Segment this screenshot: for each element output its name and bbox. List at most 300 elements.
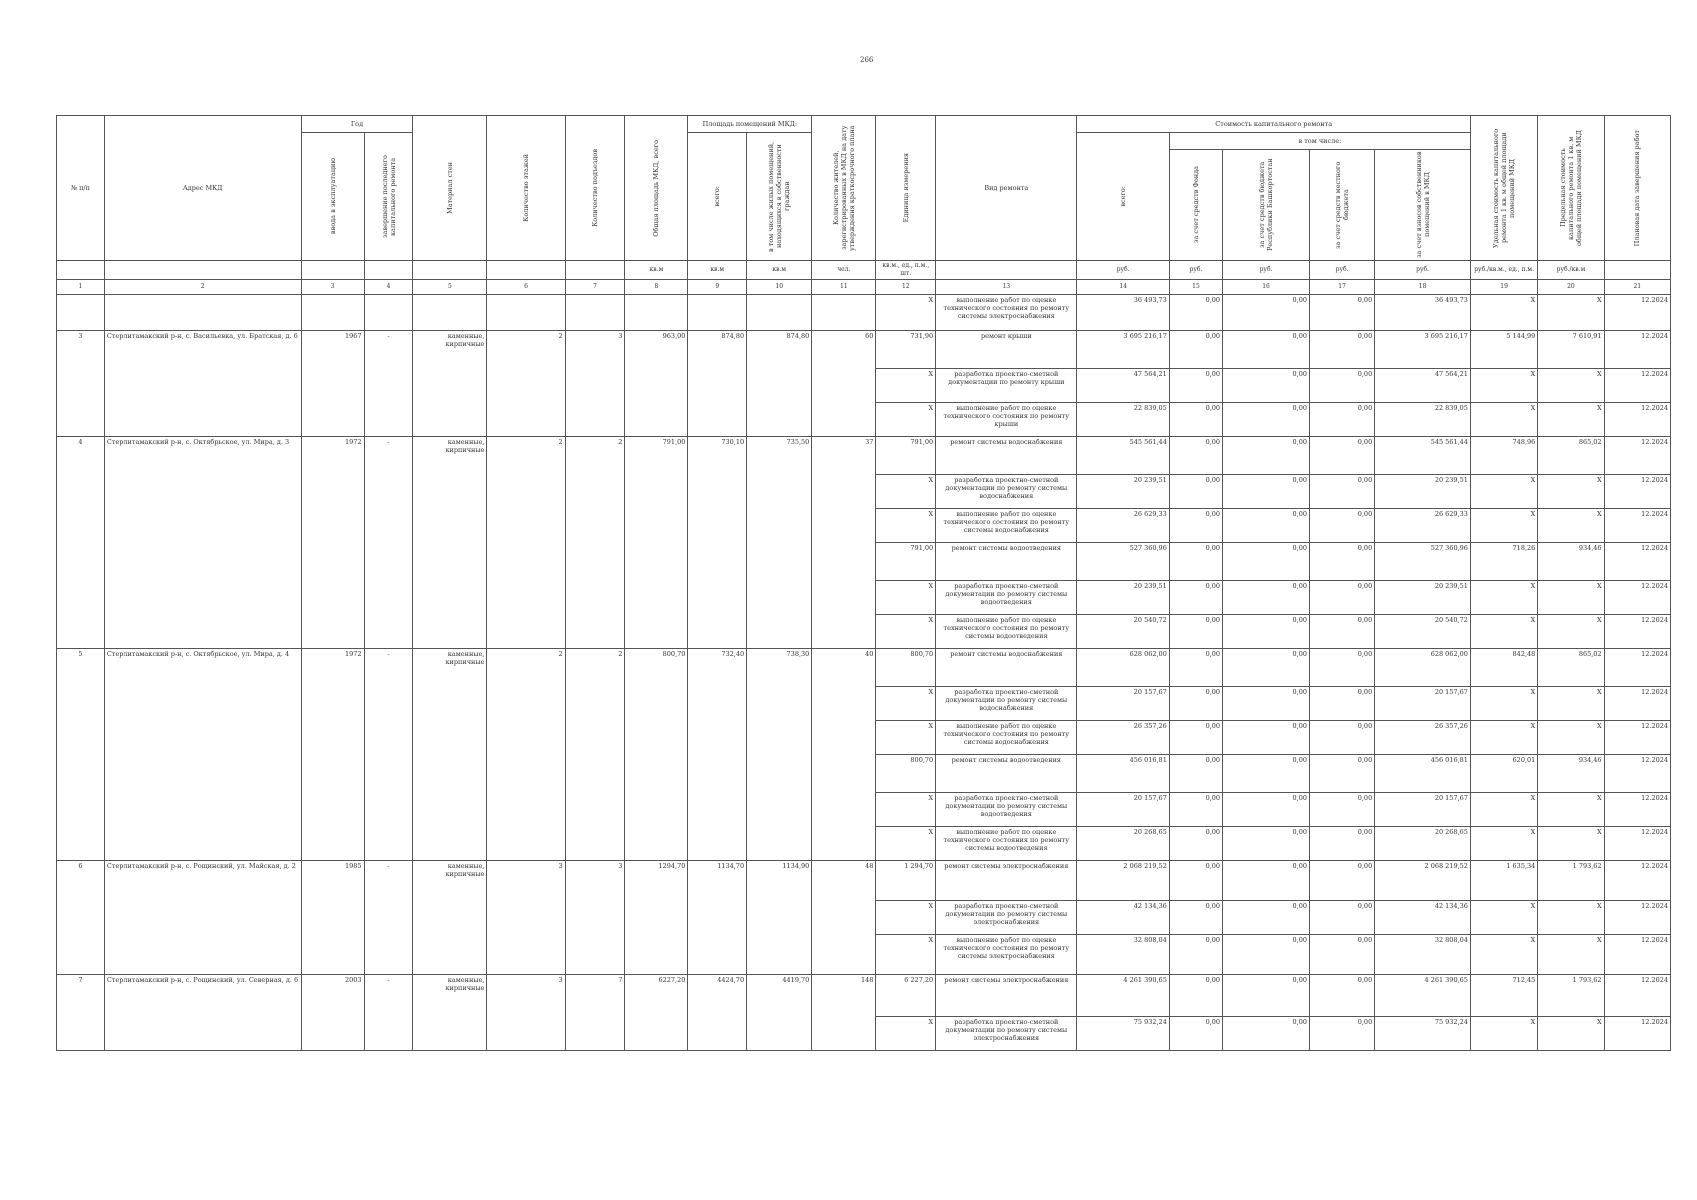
specific-cost: 748,96 xyxy=(1470,437,1537,475)
column-number: 18 xyxy=(1375,280,1471,295)
cost-fund: 0,00 xyxy=(1169,721,1222,755)
unit-amount: 791,00 xyxy=(876,437,936,475)
cost-fund: 0,00 xyxy=(1169,615,1222,649)
specific-cost: 712,45 xyxy=(1470,975,1537,1017)
hdr-total-area: Общая площадь МКД, всего xyxy=(625,116,688,261)
limit-cost: X xyxy=(1538,687,1604,721)
planned-date: 12.2024 xyxy=(1604,615,1670,649)
year-built: 1972 xyxy=(301,437,364,649)
cost-total: 20 540,72 xyxy=(1077,615,1169,649)
cost-republic: 0,00 xyxy=(1223,581,1310,615)
cost-republic: 0,00 xyxy=(1223,437,1310,475)
specific-cost: X xyxy=(1470,901,1537,935)
entrances-count: 3 xyxy=(565,331,625,437)
year-last-repair: - xyxy=(364,437,413,649)
planned-date: 12.2024 xyxy=(1604,543,1670,581)
cost-fund: 0,00 xyxy=(1169,437,1222,475)
planned-date: 12.2024 xyxy=(1604,793,1670,827)
cost-owners: 22 839,05 xyxy=(1375,403,1471,437)
cost-owners: 20 157,67 xyxy=(1375,687,1471,721)
house-row xyxy=(57,975,1671,1017)
hdr-area-group: Площадь помещений МКД: xyxy=(688,116,812,133)
hdr-walls: Материал стен xyxy=(413,116,487,261)
work-type: ремонт системы электроснабжения xyxy=(936,975,1077,1017)
residents-count: 40 xyxy=(812,649,876,861)
empty-cell xyxy=(57,295,105,331)
hdr-cost-fund: за счет средств Фонда xyxy=(1169,150,1222,261)
empty-cell xyxy=(487,295,565,331)
work-type: выполнение работ по оценке технического состояния по ремонту системы водоснабжения xyxy=(936,509,1077,543)
work-type: разработка проектно-сметной документации по ремонту крыши xyxy=(936,369,1077,403)
unit-cell: кв.м xyxy=(747,261,812,280)
cost-owners: 628 062,00 xyxy=(1375,649,1471,687)
column-number: 4 xyxy=(364,280,413,295)
column-number: 21 xyxy=(1604,280,1670,295)
unit-cell: кв.м xyxy=(625,261,688,280)
cost-total: 26 629,33 xyxy=(1077,509,1169,543)
cost-republic: 0,00 xyxy=(1223,475,1310,509)
cost-republic: 0,00 xyxy=(1223,755,1310,793)
area-owned: 1134,90 xyxy=(747,861,812,975)
hdr-cost-total: всего: xyxy=(1077,133,1169,261)
work-row xyxy=(57,295,1671,331)
column-number: 6 xyxy=(487,280,565,295)
cost-republic: 0,00 xyxy=(1223,975,1310,1017)
work-type: разработка проектно-сметной документации по ремонту системы водоотведения xyxy=(936,581,1077,615)
limit-cost: X xyxy=(1538,1017,1604,1051)
column-number: 1 xyxy=(57,280,105,295)
cost-owners: 26 629,33 xyxy=(1375,509,1471,543)
cost-owners: 42 134,36 xyxy=(1375,901,1471,935)
house-row xyxy=(57,649,1671,687)
unit-amount: 6 227,20 xyxy=(876,975,936,1017)
hdr-no: № п/п xyxy=(57,116,105,261)
unit-amount: X xyxy=(876,295,936,331)
column-number: 17 xyxy=(1310,280,1375,295)
hdr-cost-republic: за счет средств бюджета Республики Башкортостан xyxy=(1223,150,1310,261)
specific-cost: 718,26 xyxy=(1470,543,1537,581)
unit-amount: 731,90 xyxy=(876,331,936,369)
work-type: ремонт системы водоотведения xyxy=(936,755,1077,793)
cost-republic: 0,00 xyxy=(1223,615,1310,649)
specific-cost: X xyxy=(1470,475,1537,509)
planned-date: 12.2024 xyxy=(1604,509,1670,543)
cost-owners: 26 357,26 xyxy=(1375,721,1471,755)
specific-cost: X xyxy=(1470,403,1537,437)
total-area: 6227,20 xyxy=(625,975,688,1051)
total-area: 1294,70 xyxy=(625,861,688,975)
planned-date: 12.2024 xyxy=(1604,331,1670,369)
unit-amount: 1 294,70 xyxy=(876,861,936,901)
area-owned: 738,30 xyxy=(747,649,812,861)
specific-cost: X xyxy=(1470,295,1537,331)
residents-count: 60 xyxy=(812,331,876,437)
cost-local: 0,00 xyxy=(1310,475,1375,509)
cost-local: 0,00 xyxy=(1310,649,1375,687)
work-type: ремонт системы водоснабжения xyxy=(936,437,1077,475)
cost-total: 36 493,73 xyxy=(1077,295,1169,331)
floors-count: 2 xyxy=(487,331,565,437)
cost-total: 20 157,67 xyxy=(1077,793,1169,827)
repair-table xyxy=(56,115,1671,1051)
wall-material: каменные, кирпичные xyxy=(413,975,487,1051)
specific-cost: X xyxy=(1470,615,1537,649)
work-type: выполнение работ по оценке технического состояния по ремонту системы электроснабжения xyxy=(936,935,1077,975)
planned-date: 12.2024 xyxy=(1604,475,1670,509)
area-owned: 735,50 xyxy=(747,437,812,649)
cost-total: 4 261 390,65 xyxy=(1077,975,1169,1017)
cost-fund: 0,00 xyxy=(1169,935,1222,975)
cost-total: 42 134,36 xyxy=(1077,901,1169,935)
cost-fund: 0,00 xyxy=(1169,827,1222,861)
cost-republic: 0,00 xyxy=(1223,721,1310,755)
unit-amount: X xyxy=(876,935,936,975)
planned-date: 12.2024 xyxy=(1604,1017,1670,1051)
column-number: 14 xyxy=(1077,280,1169,295)
empty-cell xyxy=(565,295,625,331)
cost-total: 20 157,67 xyxy=(1077,687,1169,721)
cost-fund: 0,00 xyxy=(1169,793,1222,827)
cost-fund: 0,00 xyxy=(1169,369,1222,403)
entrances-count: 3 xyxy=(565,861,625,975)
year-built: 1972 xyxy=(301,649,364,861)
cost-republic: 0,00 xyxy=(1223,861,1310,901)
year-last-repair: - xyxy=(364,861,413,975)
planned-date: 12.2024 xyxy=(1604,901,1670,935)
cost-owners: 456 016,81 xyxy=(1375,755,1471,793)
hdr-address: Адрес МКД xyxy=(104,116,301,261)
row-number: 6 xyxy=(57,861,105,975)
area-all: 1134,70 xyxy=(688,861,747,975)
cost-owners: 20 239,51 xyxy=(1375,475,1471,509)
limit-cost: X xyxy=(1538,615,1604,649)
row-number: 7 xyxy=(57,975,105,1051)
cost-owners: 2 068 219,52 xyxy=(1375,861,1471,901)
planned-date: 12.2024 xyxy=(1604,975,1670,1017)
cost-owners: 20 157,67 xyxy=(1375,793,1471,827)
house-row xyxy=(57,331,1671,369)
cost-fund: 0,00 xyxy=(1169,475,1222,509)
specific-cost: X xyxy=(1470,509,1537,543)
column-number: 12 xyxy=(876,280,936,295)
cost-owners: 3 695 216,17 xyxy=(1375,331,1471,369)
year-last-repair: - xyxy=(364,331,413,437)
unit-cell: руб./кв.м., ед., п.м. xyxy=(1470,261,1537,280)
hdr-floors: Количество этажей xyxy=(487,116,565,261)
cost-total: 3 695 216,17 xyxy=(1077,331,1169,369)
cost-owners: 32 808,04 xyxy=(1375,935,1471,975)
cost-owners: 36 493,73 xyxy=(1375,295,1471,331)
work-type: выполнение работ по оценке технического состояния по ремонту системы водоснабжения xyxy=(936,721,1077,755)
work-type: разработка проектно-сметной документации по ремонту системы водоснабжения xyxy=(936,475,1077,509)
hdr-date: Плановая дата завершения работ xyxy=(1604,116,1670,261)
cost-local: 0,00 xyxy=(1310,755,1375,793)
cost-owners: 47 564,21 xyxy=(1375,369,1471,403)
column-number: 2 xyxy=(104,280,301,295)
planned-date: 12.2024 xyxy=(1604,437,1670,475)
house-row xyxy=(57,437,1671,475)
limit-cost: 934,46 xyxy=(1538,755,1604,793)
cost-total: 545 561,44 xyxy=(1077,437,1169,475)
row-number: 3 xyxy=(57,331,105,437)
planned-date: 12.2024 xyxy=(1604,403,1670,437)
hdr-year: Год xyxy=(301,116,413,133)
hdr-year-built: ввода в эксплуатацию xyxy=(301,133,364,261)
planned-date: 12.2024 xyxy=(1604,295,1670,331)
limit-cost: X xyxy=(1538,721,1604,755)
unit-amount: X xyxy=(876,615,936,649)
limit-cost: X xyxy=(1538,475,1604,509)
cost-local: 0,00 xyxy=(1310,1017,1375,1051)
hdr-cost-owners: за счет взносов собственников помещений в МКД xyxy=(1375,150,1471,261)
work-type: выполнение работ по оценке технического состояния по ремонту системы водоотведения xyxy=(936,827,1077,861)
cost-owners: 4 261 390,65 xyxy=(1375,975,1471,1017)
unit-amount: X xyxy=(876,403,936,437)
unit-amount: X xyxy=(876,827,936,861)
column-number: 8 xyxy=(625,280,688,295)
hdr-area-all: всего: xyxy=(688,133,747,261)
empty-cell xyxy=(812,295,876,331)
unit-cell: руб. xyxy=(1223,261,1310,280)
cost-total: 26 357,26 xyxy=(1077,721,1169,755)
work-type: разработка проектно-сметной документации по ремонту системы электроснабжения xyxy=(936,1017,1077,1051)
cost-total: 527 360,96 xyxy=(1077,543,1169,581)
area-all: 732,40 xyxy=(688,649,747,861)
cost-local: 0,00 xyxy=(1310,543,1375,581)
limit-cost: X xyxy=(1538,581,1604,615)
unit-amount: 800,70 xyxy=(876,755,936,793)
column-number: 13 xyxy=(936,280,1077,295)
limit-cost: X xyxy=(1538,369,1604,403)
planned-date: 12.2024 xyxy=(1604,861,1670,901)
residents-count: 37 xyxy=(812,437,876,649)
planned-date: 12.2024 xyxy=(1604,369,1670,403)
cost-fund: 0,00 xyxy=(1169,331,1222,369)
cost-fund: 0,00 xyxy=(1169,687,1222,721)
area-all: 874,80 xyxy=(688,331,747,437)
cost-local: 0,00 xyxy=(1310,827,1375,861)
cost-owners: 527 360,96 xyxy=(1375,543,1471,581)
cost-fund: 0,00 xyxy=(1169,509,1222,543)
cost-republic: 0,00 xyxy=(1223,935,1310,975)
cost-local: 0,00 xyxy=(1310,369,1375,403)
column-number: 9 xyxy=(688,280,747,295)
table-header xyxy=(57,116,1671,295)
entrances-count: 2 xyxy=(565,649,625,861)
work-type: ремонт системы водоснабжения xyxy=(936,649,1077,687)
hdr-cost-local: за счет средств местного бюджета xyxy=(1310,150,1375,261)
unit-cell: руб. xyxy=(1310,261,1375,280)
page-number: 266 xyxy=(860,56,874,64)
hdr-entrances: Количество подъездов xyxy=(565,116,625,261)
hdr-cost-group: Стоимость капитального ремонта xyxy=(1077,116,1470,133)
column-number: 10 xyxy=(747,280,812,295)
cost-total: 20 239,51 xyxy=(1077,581,1169,615)
unit-cell: чел. xyxy=(812,261,876,280)
specific-cost: 842,48 xyxy=(1470,649,1537,687)
empty-cell xyxy=(104,295,301,331)
limit-cost: 934,46 xyxy=(1538,543,1604,581)
cost-republic: 0,00 xyxy=(1223,331,1310,369)
cost-republic: 0,00 xyxy=(1223,295,1310,331)
planned-date: 12.2024 xyxy=(1604,827,1670,861)
area-all: 4424,70 xyxy=(688,975,747,1051)
unit-cell: кв.м xyxy=(688,261,747,280)
area-owned: 874,80 xyxy=(747,331,812,437)
column-number: 3 xyxy=(301,280,364,295)
planned-date: 12.2024 xyxy=(1604,935,1670,975)
limit-cost: 865,02 xyxy=(1538,649,1604,687)
cost-fund: 0,00 xyxy=(1169,901,1222,935)
limit-cost: X xyxy=(1538,509,1604,543)
row-number: 4 xyxy=(57,437,105,649)
empty-cell xyxy=(688,295,747,331)
unit-cell: руб. xyxy=(1375,261,1471,280)
table-body xyxy=(57,295,1671,1051)
limit-cost: 1 793,62 xyxy=(1538,975,1604,1017)
specific-cost: 620,01 xyxy=(1470,755,1537,793)
total-area: 800,70 xyxy=(625,649,688,861)
floors-count: 3 xyxy=(487,861,565,975)
cost-local: 0,00 xyxy=(1310,295,1375,331)
unit-amount: X xyxy=(876,721,936,755)
year-last-repair: - xyxy=(364,649,413,861)
house-address: Стерлитамакский р-н, с. Рощинский, ул. Северная, д. 6 xyxy=(104,975,301,1051)
cost-total: 47 564,21 xyxy=(1077,369,1169,403)
cost-local: 0,00 xyxy=(1310,721,1375,755)
cost-republic: 0,00 xyxy=(1223,543,1310,581)
house-address: Стерлитамакский р-н, с. Рощинский, ул. Майская, д. 2 xyxy=(104,861,301,975)
cost-fund: 0,00 xyxy=(1169,755,1222,793)
cost-local: 0,00 xyxy=(1310,403,1375,437)
cost-local: 0,00 xyxy=(1310,793,1375,827)
column-number: 19 xyxy=(1470,280,1537,295)
cost-fund: 0,00 xyxy=(1169,861,1222,901)
floors-count: 2 xyxy=(487,649,565,861)
planned-date: 12.2024 xyxy=(1604,721,1670,755)
specific-cost: X xyxy=(1470,369,1537,403)
work-type: выполнение работ по оценке технического состояния по ремонту системы электроснабжения xyxy=(936,295,1077,331)
planned-date: 12.2024 xyxy=(1604,755,1670,793)
limit-cost: X xyxy=(1538,827,1604,861)
specific-cost: X xyxy=(1470,935,1537,975)
wall-material: каменные, кирпичные xyxy=(413,437,487,649)
specific-cost: X xyxy=(1470,1017,1537,1051)
cost-local: 0,00 xyxy=(1310,901,1375,935)
column-number: 16 xyxy=(1223,280,1310,295)
cost-total: 2 068 219,52 xyxy=(1077,861,1169,901)
unit-amount: 800,70 xyxy=(876,649,936,687)
cost-local: 0,00 xyxy=(1310,509,1375,543)
wall-material: каменные, кирпичные xyxy=(413,331,487,437)
column-number: 7 xyxy=(565,280,625,295)
cost-local: 0,00 xyxy=(1310,331,1375,369)
limit-cost: X xyxy=(1538,403,1604,437)
empty-cell xyxy=(625,295,688,331)
unit-amount: X xyxy=(876,793,936,827)
cost-fund: 0,00 xyxy=(1169,581,1222,615)
cost-fund: 0,00 xyxy=(1169,975,1222,1017)
hdr-unit: Единица измерения xyxy=(876,116,936,261)
year-built: 2003 xyxy=(301,975,364,1051)
unit-amount: X xyxy=(876,475,936,509)
work-type: выполнение работ по оценке технического состояния по ремонту системы водоотведения xyxy=(936,615,1077,649)
house-address: Стерлитамакский р-н, с. Васильевка, ул. Братская, д. 6 xyxy=(104,331,301,437)
unit-cell: руб. xyxy=(1077,261,1169,280)
cost-total: 32 808,04 xyxy=(1077,935,1169,975)
cost-owners: 545 561,44 xyxy=(1375,437,1471,475)
specific-cost: X xyxy=(1470,793,1537,827)
work-type: ремонт системы водоотведения xyxy=(936,543,1077,581)
column-number: 5 xyxy=(413,280,487,295)
unit-amount: X xyxy=(876,687,936,721)
entrances-count: 2 xyxy=(565,437,625,649)
cost-republic: 0,00 xyxy=(1223,369,1310,403)
cost-total: 22 839,05 xyxy=(1077,403,1169,437)
limit-cost: X xyxy=(1538,901,1604,935)
work-type: разработка проектно-сметной документации по ремонту системы электроснабжения xyxy=(936,901,1077,935)
work-type: разработка проектно-сметной документации по ремонту системы водоотведения xyxy=(936,793,1077,827)
work-type: ремонт системы электроснабжения xyxy=(936,861,1077,901)
cost-local: 0,00 xyxy=(1310,581,1375,615)
planned-date: 12.2024 xyxy=(1604,581,1670,615)
year-built: 1985 xyxy=(301,861,364,975)
cost-owners: 20 268,65 xyxy=(1375,827,1471,861)
column-number: 15 xyxy=(1169,280,1222,295)
limit-cost: X xyxy=(1538,295,1604,331)
limit-cost: 865,02 xyxy=(1538,437,1604,475)
cost-republic: 0,00 xyxy=(1223,827,1310,861)
cost-total: 20 268,65 xyxy=(1077,827,1169,861)
unit-cell: руб. xyxy=(1169,261,1222,280)
specific-cost: X xyxy=(1470,827,1537,861)
cost-local: 0,00 xyxy=(1310,437,1375,475)
specific-cost: X xyxy=(1470,687,1537,721)
cost-total: 628 062,00 xyxy=(1077,649,1169,687)
row-number: 5 xyxy=(57,649,105,861)
units-row xyxy=(57,261,1671,280)
floors-count: 3 xyxy=(487,975,565,1051)
cost-republic: 0,00 xyxy=(1223,649,1310,687)
column-number: 11 xyxy=(812,280,876,295)
cost-republic: 0,00 xyxy=(1223,1017,1310,1051)
hdr-area-owned: в том числе жилых помещений, находящихся в собственности граждан xyxy=(747,133,812,261)
cost-fund: 0,00 xyxy=(1169,403,1222,437)
specific-cost: X xyxy=(1470,581,1537,615)
empty-cell xyxy=(364,295,413,331)
cost-total: 20 239,51 xyxy=(1077,475,1169,509)
cost-total: 456 016,81 xyxy=(1077,755,1169,793)
work-type: разработка проектно-сметной документации по ремонту системы водоснабжения xyxy=(936,687,1077,721)
cost-local: 0,00 xyxy=(1310,615,1375,649)
year-built: 1967 xyxy=(301,331,364,437)
planned-date: 12.2024 xyxy=(1604,649,1670,687)
specific-cost: X xyxy=(1470,721,1537,755)
cost-republic: 0,00 xyxy=(1223,793,1310,827)
cost-republic: 0,00 xyxy=(1223,687,1310,721)
cost-owners: 75 932,24 xyxy=(1375,1017,1471,1051)
hdr-limit-cost: Предельная стоимость капитального ремонта 1 кв. м общей площади помещений МКД xyxy=(1538,116,1604,261)
cost-local: 0,00 xyxy=(1310,935,1375,975)
year-last-repair: - xyxy=(364,975,413,1051)
house-address: Стерлитамакский р-н, с. Октябрьское, ул. Мира, д. 4 xyxy=(104,649,301,861)
cost-total: 75 932,24 xyxy=(1077,1017,1169,1051)
house-address: Стерлитамакский р-н, с. Октябрьское, ул. Мира, д. 3 xyxy=(104,437,301,649)
work-type: ремонт крыши xyxy=(936,331,1077,369)
planned-date: 12.2024 xyxy=(1604,687,1670,721)
unit-amount: X xyxy=(876,901,936,935)
cost-republic: 0,00 xyxy=(1223,403,1310,437)
